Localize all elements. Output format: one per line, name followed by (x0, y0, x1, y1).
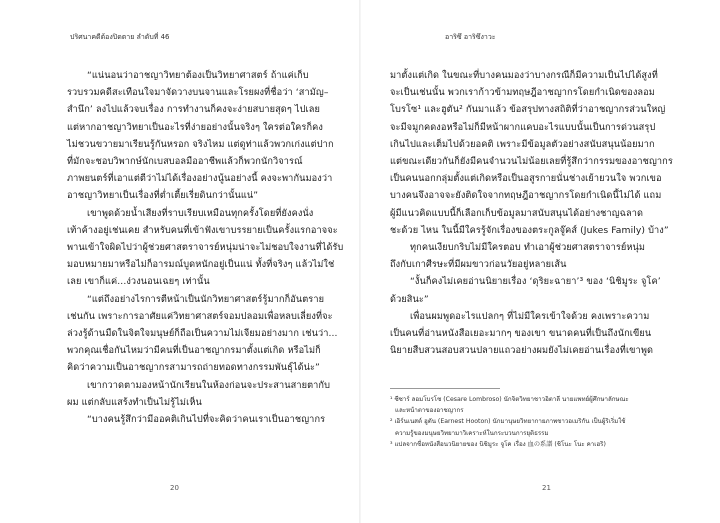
text-line: บางคนจึงอาจจะยังติดใจจากทฤษฎีอาชญากรโดยกำเนิดนี้ไม่ได้ แถม (390, 190, 662, 202)
left-body-text (67, 67, 344, 428)
text-line: “บางคนรู้สึกว่ามีออคติเกินไปที่จะคิดว่าคนเราเป็นอาชญากร (87, 414, 326, 426)
text-line: เกินไปและเต็มไปด้วยอคติ เพราะมีข้อมูลตัวอย่างสนับสนุนน้อยมาก (390, 138, 655, 150)
text-line: เป็นคนที่อ่านหนังสือเยอะมากๆ ของเขา ขนาดคนที่เป็นถึงนักเขียน (390, 328, 652, 340)
text-line: คิดว่าความเป็นอาชญากรสามารถถ่ายทอดทางกรรมพันธุ์ได้น่ะ” (67, 362, 320, 374)
text-line: ถึงกับเกาศีรษะที่มีผมขาวก่อนวัยอยู่หลายเส้น (390, 259, 567, 271)
text-line: “แน่นอนว่าอาชญาวิทยาต้องเป็นวิทยาศาสตร์ ถ้าแค่เก็บ (87, 70, 309, 81)
footnote-line: ² เอิร์นเนสต์ ฮูตัน (Earnest Hooton) นักมานุษยวิทยากายภาพชาวอเมริกัน เป็นผู้ริเริ่มใช้ (390, 418, 626, 426)
text-line: เลย เขาก็แค่...ง่วงนอนเฉยๆ เท่านั้น (67, 276, 210, 288)
text-line: พวกคุณเชื่อกันไหมว่ามีคนที่เป็นอาชญากรมาตั้งแต่เกิด หรือไม่ก็ (67, 345, 321, 357)
text-line: จะมีจมูกคดงอหรือไม่ก็มีหน้าผากแคบอะไรแบบนั้นเป็นการด่วนสรุป (390, 121, 656, 133)
footnote-line: ¹ ซีซาร์ ลอมโบรโซ (Cesare Lombroso) นักจิตวิทยาชาวอิตาลี นายแพทย์ผู้ศึกษาลักษณะ (390, 396, 629, 403)
left-running-header: ปริศนาคดีต้องปิดตาย ลำดับที่ 46 (70, 33, 170, 41)
text-line: รวบรวมคดีสะเทือนใจมาจัดวางบนจานและโรยผงที่ชื่อว่า ‘สามัญ– (67, 87, 329, 99)
right-page (360, 0, 720, 523)
text-line: ล่วงรู้ด้านมืดในจิตใจมนุษย์ก็ถือเป็นความไม่เจียมอย่างมาก เช่นว่า... (67, 328, 338, 340)
text-line: เขากวาดตามองหน้านักเรียนในห้องก่อนจะประสานสายตากับ (87, 379, 331, 391)
text-line: สำนึก’ ลงไปแล้วจบเรื่อง การทำงานก็คงจะง่ายสบายสุดๆ ไปเลย (67, 104, 320, 116)
text-line: “แต่ถึงอย่างไรการตีหน้าเป็นนักวิทยาศาสตร์รู้มากก็อันตราย (87, 293, 325, 305)
text-line: นิยายสืบสวนสอบสวนปลายแถวอย่างผมยังไม่เคยอ่านเรื่องที่เขาพูด (390, 345, 654, 357)
text-line: แต่หากอาชญาวิทยาเป็นอะไรที่ง่ายอย่างนั้นจริงๆ ใครต่อใครก็คง (67, 121, 323, 133)
text-line: พานเข้าใจผิดไปว่าผู้ช่วยศาสตราจารย์หนุ่มน่าจะไม่ชอบใจงานที่ได้รับ (67, 242, 344, 254)
footnote-line: และหน้าตาของอาชญากร (395, 407, 464, 415)
text-line: ภาพยนตร์ที่เอาแต่ตีว่าไม่ได้เรื่องอย่างนู้นอย่างนี้ คงจะพากันมองว่า (67, 173, 333, 185)
text-line: ผู้มีแนวคิดแบบนี้ก็เลือกเก็บข้อมูลมาสนับสนุนได้อย่างชาญฉลาด (390, 207, 644, 219)
text-line: ผม แต่กลับแสร้งทำเป็นไม่รู้ไม่เห็น (67, 396, 202, 408)
right-body-text (390, 67, 673, 359)
text-line: โบรโซ¹ และฮูตัน² กันมาแล้ว ข้อสรุปทางสถิติที่ว่าอาชญากรส่วนใหญ่ (390, 104, 666, 116)
text-line: ที่มักจะชอบวิพากษ์นักเบสบอลมืออาชีพแล้วก็พวกนักวิจารณ์ (67, 156, 303, 168)
right-running-header: อาริซึ อาริซึงาวะ (445, 33, 496, 41)
footnote-line: ความรู้ของมนุษยวิทยามาวิเคราะห์ในกระบวนการยุติธรรม (395, 429, 549, 437)
footnotes (390, 394, 640, 450)
footnote-line: ³ แปลจากชื่อหนังสือนวนิยายของ นิชิมูระ จูโค เรื่อง 血の系譜 (ชิโนะ โนะ คาเฮริ) (390, 440, 606, 448)
text-line: เพื่อนผมพูดอะไรแปลกๆ ที่ไม่มีใครเข้าใจด้วย คงเพราะความ (410, 310, 650, 322)
text-line: ทุกคนเงียบกริบไม่มีใครตอบ ทำเอาผู้ช่วยศาสตราจารย์หนุ่ม (410, 242, 646, 254)
text-line: ไม่ชวนขวายมาเรียนรู้กันหรอก จริงไหม แต่ดูท่าแล้วพวกเก่งแต่ปาก (67, 138, 334, 150)
text-line: เขาพูดด้วยน้ำเสียงที่ราบเรียบเหมือนทุกครั้งโดยที่ยังคงนั่ง (87, 207, 314, 219)
left-page-number: 20 (170, 484, 179, 492)
text-line: อาชญาวิทยาเป็นเรื่องที่ต่ำเตี้ยเรี่ยดินกว่านั้นแน่” (67, 190, 259, 202)
text-line: มาตั้งแต่เกิด ในขณะที่บางคนมองว่าบางกรณีก็มีความเป็นไปได้สูงที่ (390, 70, 658, 81)
footnote-divider (390, 388, 500, 389)
text-line: จะเป็นเช่นนั้น พวกเราก้าวข้ามทฤษฎีอาชญากรโดยกำเนิดของลอม (390, 87, 655, 99)
text-line: มอบหมายมาหรือไม่ก็อารมณ์บูดหนักอยู่เป็นแน่ ทั้งที่จริงๆ แล้วไม่ใช่ (67, 259, 335, 271)
right-page-number: 21 (542, 484, 551, 492)
text-line: เช่นกัน เพราะการอาศัยแค่วิทยาศาสตร์จอมปลอมเพื่อหลบเลี่ยงที่จะ (67, 310, 333, 322)
text-line: “งั้นก็คงไม่เคยอ่านนิยายเรื่อง ‘ดุริยะฉายา’³ ของ ‘นิชิมูระ จูโค’ (410, 276, 661, 288)
text-line: เท้าค้างอยู่เช่นเคย สำหรับคนที่เข้าฟังเขาบรรยายเป็นครั้งแรกอาจจะ (67, 224, 338, 236)
text-line: เป็นคนนอกกลุ่มตั้งแต่เกิดหรือเป็นอสูรกายนั่นช่างเย้ายวนใจ พวกเขอ (390, 173, 662, 185)
text-line: ด้วยสินะ” (390, 293, 429, 305)
text-line: ชะด้วย ไหน ในนี้มีใครรู้จักเรื่องของตระกูลจู๊คส์ (Jukes Family) บ้าง” (390, 224, 669, 236)
text-line: แต่ขณะเดียวกันก็ยังมีคนจำนวนไม่น้อยเลยที่รู้สึกว่ากรรมของอาชญากร (390, 156, 673, 168)
